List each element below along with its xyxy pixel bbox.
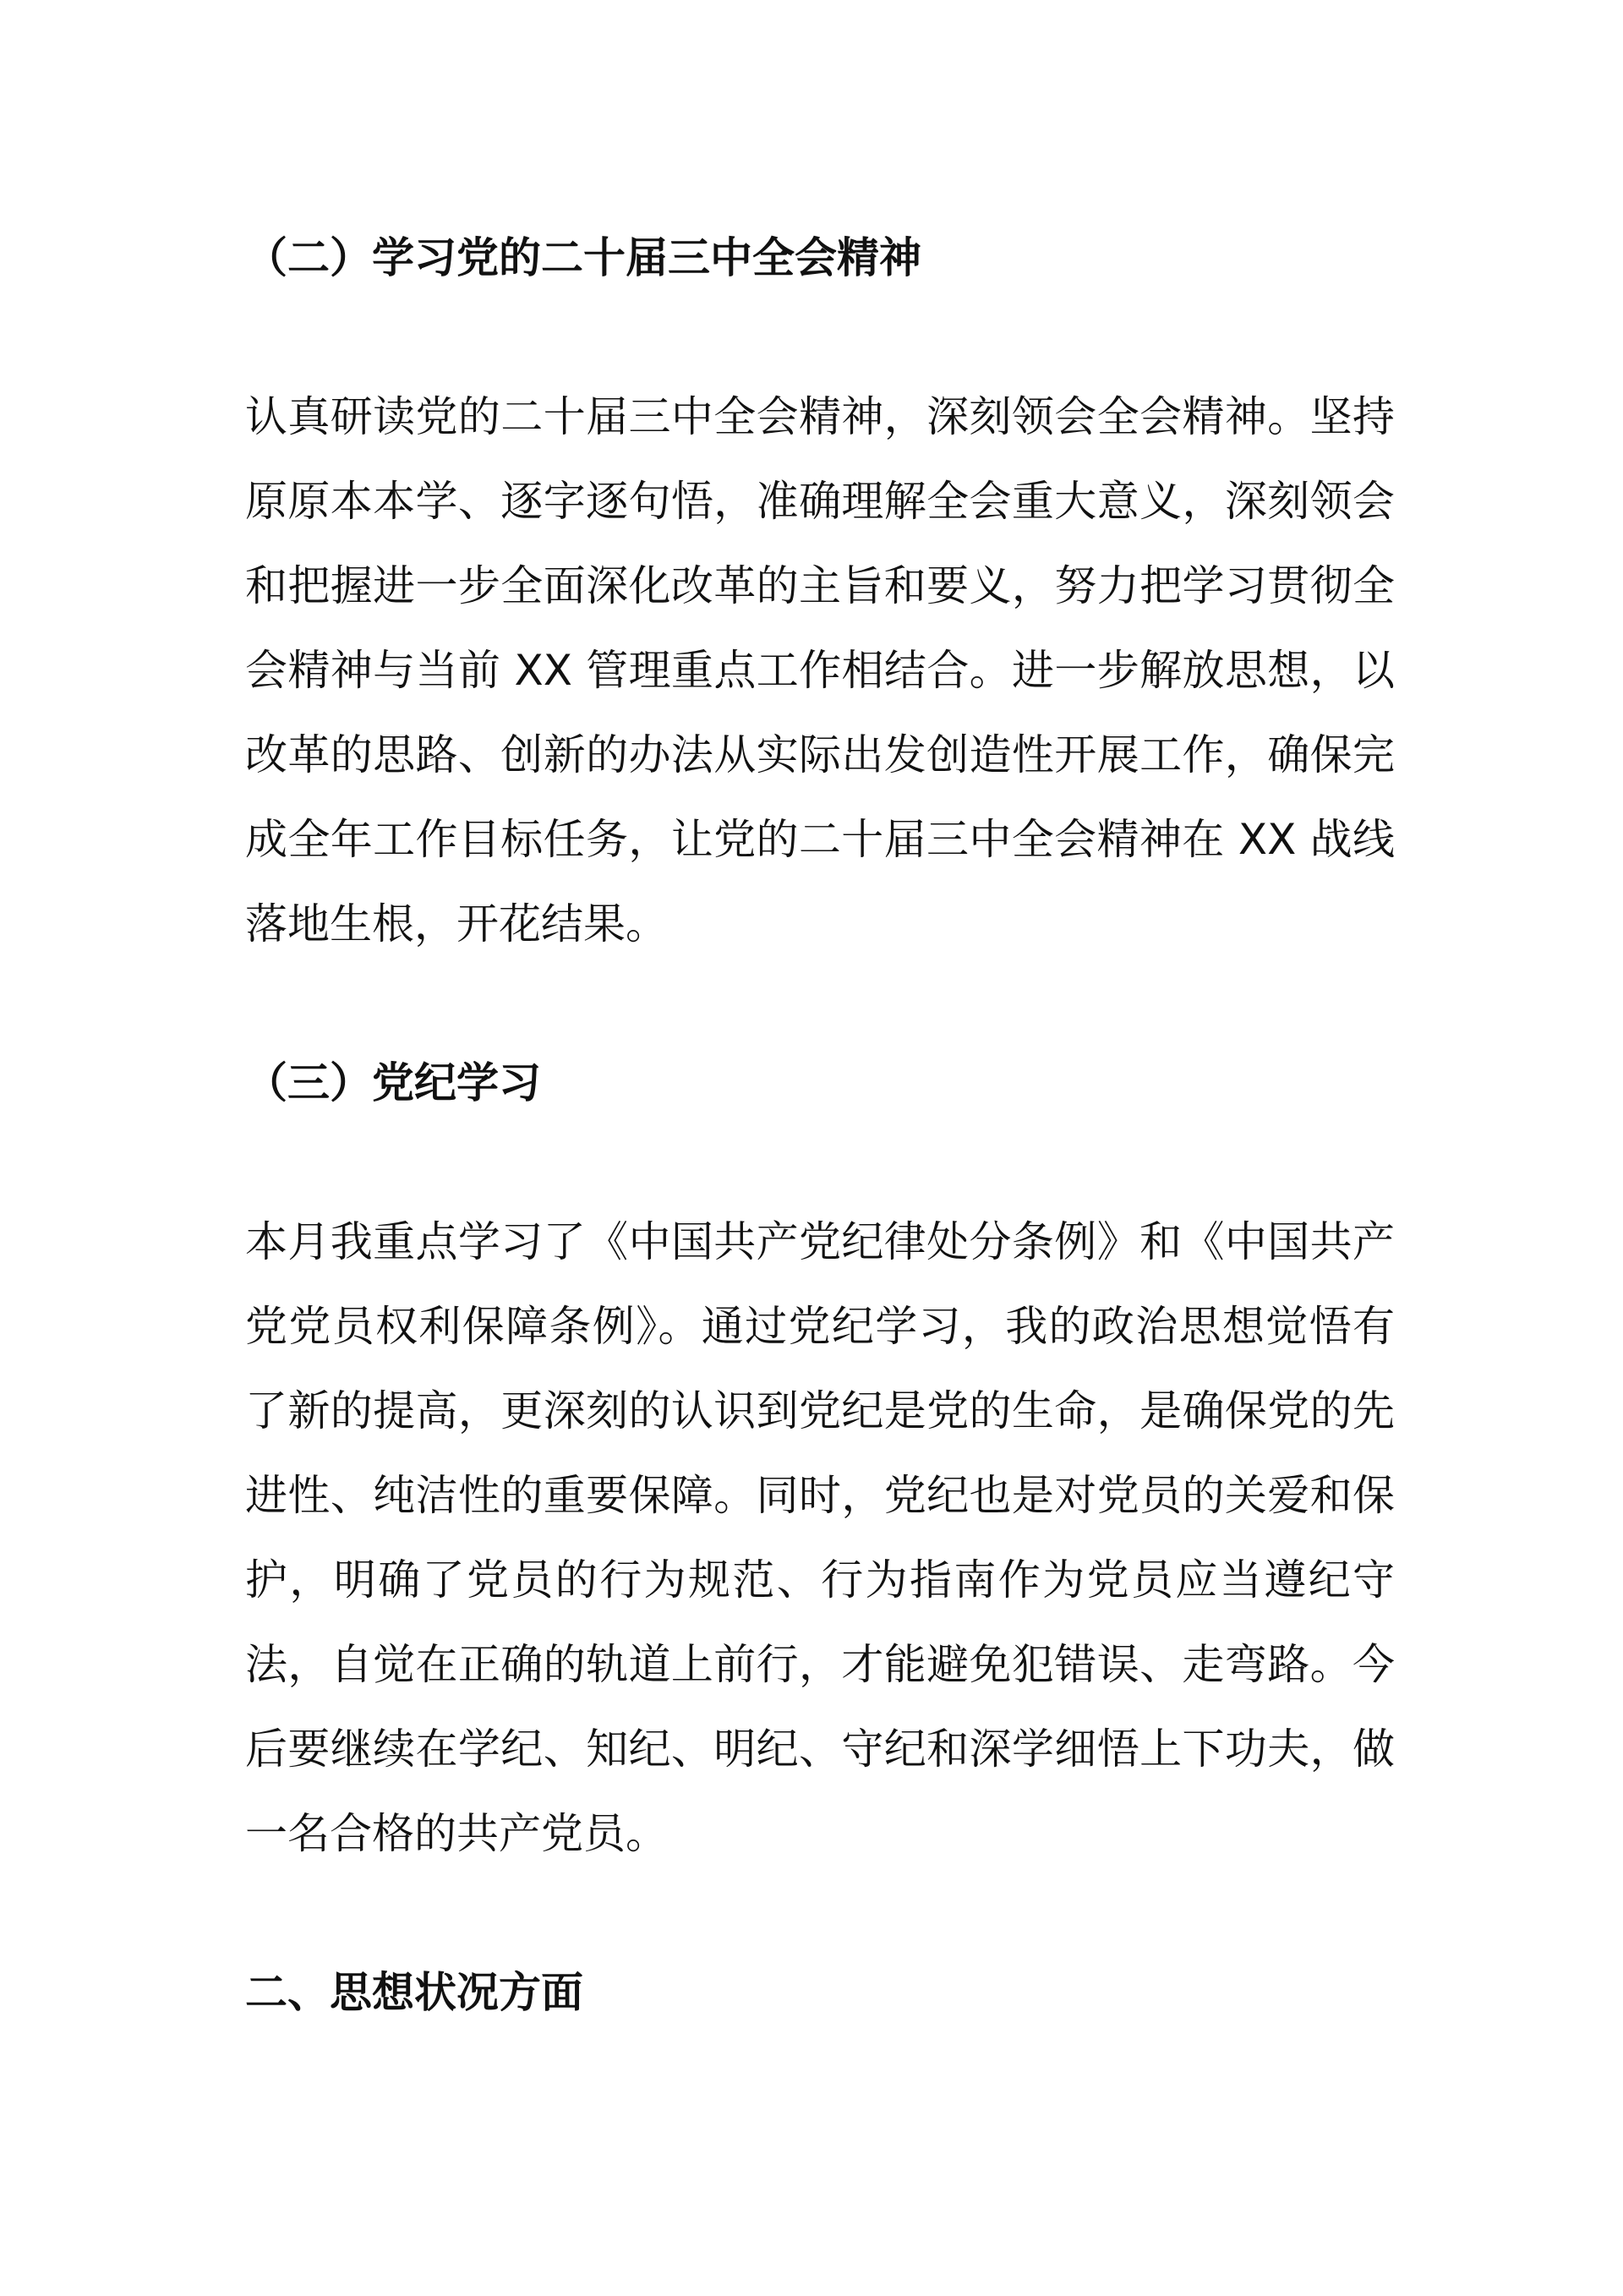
spacer — [245, 300, 1395, 374]
section-heading-study-plenum: （二）学习党的二十届三中全会精神 — [245, 233, 921, 282]
spacer — [245, 1125, 1395, 1200]
chapter-heading-ideology: 二、思想状况方面 — [245, 1968, 583, 2017]
document-body — [245, 216, 1395, 2035]
spacer — [245, 1876, 1395, 1950]
section-heading-party-discipline: （三）党纪学习 — [245, 1058, 541, 1107]
section-paragraph-party-discipline: 本月我重点学习了《中国共产党纪律处分条例》和《中国共产党党员权利保障条例》。通过党纪学习，我的政治思想觉悟有了新的提高，更深刻的认识到党纪是党的生命，是确保党的先进性、纯洁性的重要保障。同时，党纪也是对党员的关爱和保护，明确了党员的行为规范、行为指南作为党员应当遵纪守法，自觉在正确的轨道上前行，才能避免犯错误、走弯路。今后要继续在学纪、知纪、明纪、守纪和深学细悟上下功夫，做一名合格的共产党员。 — [245, 1217, 1395, 1858]
section-paragraph-study-plenum: 认真研读党的二十届三中全会精神，深刻领会全会精神。坚持原原本本学、逐字逐句悟，准确理解全会重大意义，深刻领会和把握进一步全面深化改革的主旨和要义，努力把学习贯彻全会精神与当前 XX 管理重点工作相结合。进一步解放思想，以改革的思路、创新的办法从实际出发创造性开展工作，确保完成全年工作目标任务，让党的二十届三中全会精神在 XX 战线落地生根，开花结果。 — [245, 392, 1395, 948]
spacer — [245, 966, 1395, 1041]
